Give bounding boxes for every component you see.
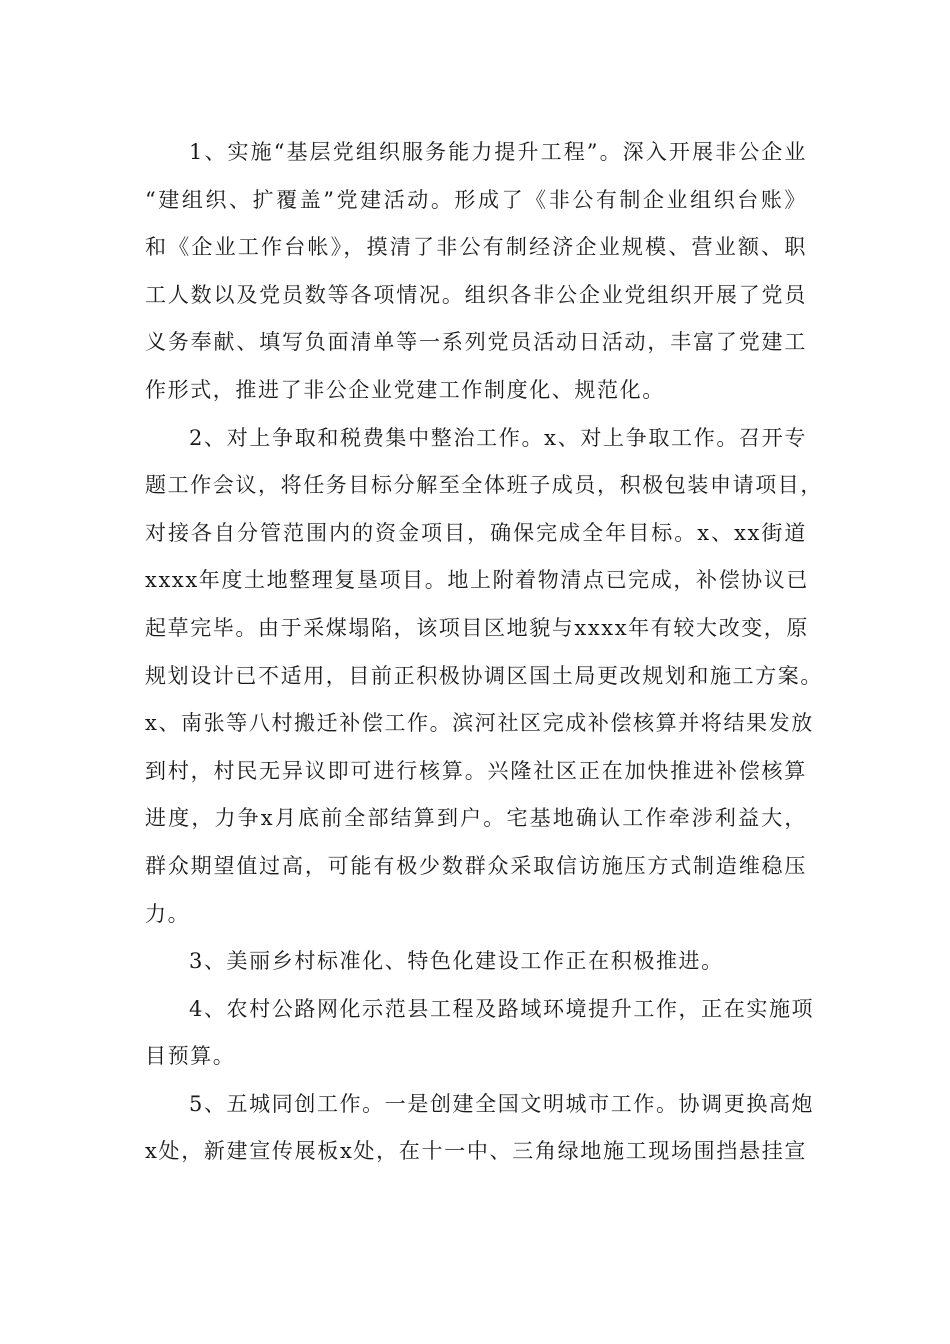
text-line: 力。: [145, 901, 191, 926]
paragraph-2: [145, 415, 823, 939]
text-line: 规划设计已不适用，目前正积极协调区国土局更改规划和施工方案。: [145, 663, 823, 688]
text-line: 进度，力争x月底前全部结算到户。宅基地确认工作牵涉利益大，: [145, 806, 807, 831]
paragraph-1: [145, 129, 807, 415]
paragraph-5: [145, 1081, 815, 1176]
text-line: 5、五城同创工作。一是创建全国文明城市工作。协调更换高炮: [189, 1091, 815, 1116]
text-line: 1、实施“基层党组织服务能力提升工程”。深入开展非公企业: [189, 140, 807, 164]
text-line: 工人数以及党员数等各项情况。组织各非公企业党组织开展了党员: [145, 282, 807, 307]
text-line: 和《企业工作台帐》，摸清了非公有制经济企业规模、营业额、职: [145, 235, 807, 260]
text-line: 对接各自分管范围内的资金项目，确保完成全年目标。x、xx街道: [145, 520, 807, 545]
text-line: 3、美丽乡村标准化、特色化建设工作正在积极推进。: [189, 949, 724, 974]
text-line: 到村，村民无异议即可进行核算。兴隆社区正在加快推进补偿核算: [145, 758, 807, 783]
paragraph-4: [145, 986, 815, 1081]
text-line: 4、农村公路网化示范县工程及路域环境提升工作，正在实施项: [189, 996, 815, 1021]
text-line: “建组织、扩覆盖”党建活动。形成了《非公有制企业组织台账》: [145, 187, 807, 212]
text-line: 目预算。: [145, 1044, 236, 1069]
text-line: 义务奉献、填写负面清单等一系列党员活动日活动，丰富了党建工: [145, 330, 807, 355]
text-line: x处，新建宣传展板x处，在十一中、三角绿地施工现场围挡悬挂宣: [145, 1139, 807, 1164]
text-line: 题工作会议，将任务目标分解至全体班子成员，积极包装申请项目，: [145, 473, 823, 498]
document-body: [145, 129, 823, 1176]
text-line: xxxx年度土地整理复垦项目。地上附着物清点已完成，补偿协议已: [145, 568, 809, 593]
text-line: x、南张等八村搬迁补偿工作。滨河社区完成补偿核算并将结果发放: [145, 711, 814, 736]
text-line: 2、对上争取和税费集中整治工作。x、对上争取工作。召开专: [189, 425, 807, 450]
paragraph-3: [145, 938, 807, 986]
text-line: 群众期望值过高，可能有极少数群众采取信访施压方式制造维稳压: [145, 853, 807, 878]
text-line: 起草完毕。由于采煤塌陷，该项目区地貌与xxxx年有较大改变，原: [145, 615, 809, 640]
text-line: 作形式，推进了非公企业党建工作制度化、规范化。: [145, 377, 665, 402]
